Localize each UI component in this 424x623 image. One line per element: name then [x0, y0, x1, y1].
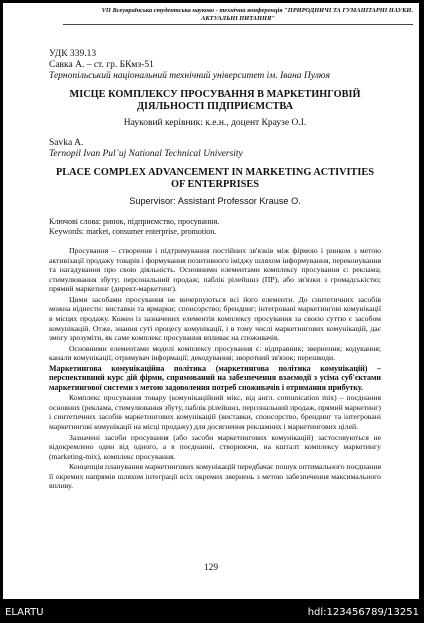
keywords-en: Keywords: market, consumer enterprise, promotion.	[49, 226, 217, 236]
handle-identifier: hdl:123456789/13251	[307, 607, 419, 618]
title-uk: МІСЦЕ КОМПЛЕКСУ ПРОСУВАННЯ В МАРКЕТИНГОВІЙ ДІЯЛЬНОСТІ ПІДПРИЄМСТВА	[69, 89, 361, 112]
keywords-uk: Ключові слова: ринок, підприємство, просування.	[49, 217, 220, 226]
supervisor-uk: Науковий керівник: к.е.н., доцент Краузе О.І.	[123, 118, 307, 128]
running-header	[63, 7, 413, 25]
affiliation-en: Ternopil Ivan Pul`uj National Technical University	[49, 149, 243, 159]
paragraph-5: Комплекс просування товару (комунікаційний мікс, від англ. comunication mix) – поєднання основних (реклама, стимулювання збуту, паблік рілейшнз, персональний продаж, прямий маркетинг) і синтетичних засобів маркетингових комунікацій (виставки, спонсорство, брендинг та інтегровані маркетингові комунікації на місці продажу) для досягнення рекламних і маркетингових цілей.	[49, 393, 381, 432]
paragraph-7: Концепція планування маркетингових комунікацій передбачає пошук оптимального поєднання її окремих напрямів шляхом інтеграції всіх окремих звернень з метою забезпечення максимального впливу.	[49, 462, 381, 491]
paragraph-1: Просування – створення і підтримування постійних зв'язків між фірмою і ринком з метою активізації продажу товарів і формування позитивного іміджу шляхом інформування, переконування та нагадування про свою діяльність. Основними елементами комплексу просування є: реклама; стимулювання збуту; персональний продаж; паблік рілейшнз (ПР), або зв'язки з громадськістю; прямий маркетинг (директ-маркетинг).	[49, 246, 381, 294]
paragraph-2: Цими засобами просування не вичерпуються всі його елементи. До синтетичних засобів можна віднести: виставки та ярмарки; спонсорство; брендинг; інтегровані маркетингові комунікації в місцях продажу. Кожен із зазначених елементів комплексу просування за своєю суттю є засобом комунікацій. Отже, знання суті процесу комунікації, і в тому числі маркетингових комунікацій, дає змогу зрозуміти, як саме комплекс просування впливає на споживачів.	[49, 294, 381, 343]
udc-code: УДК 339.13	[49, 49, 97, 59]
article-body	[49, 246, 381, 491]
paragraph-6: Зазначені засоби просування (або засоби маркетингових комунікацій) застосовуються не відокремлено один від одного, а в поєднанні, створюючи, на кшталт комплексу маркетингу (marketing-mix), комплекс просування.	[49, 432, 381, 461]
keywords-block	[49, 217, 381, 236]
page-number: 129	[203, 563, 219, 573]
conference-line-1: VII Всеукраїнська студентська науково - технічна конференція "ПРИРОДНИЧІ ТА ГУМАНІТАРНІ НАУКИ.	[101, 7, 413, 14]
author-uk: Савка А. – ст. гр. БКмз-51	[49, 60, 154, 70]
document-page	[3, 3, 419, 599]
paragraph-4-definition: Маркетингова комунікаційна політика (маркетингова політика комунікацій) – перспективний курс дій фірми, спрямований на забезпечення взаємодії з усіма суб'єктами маркетингової системи з метою задоволення потреб споживачів і отримання прибутку.	[49, 363, 381, 392]
article-content	[49, 49, 381, 492]
supervisor-en: Supervisor: Assistant Professor Krause O.	[129, 196, 301, 206]
affiliation-uk: Тернопільський національний технічний університет ім. Івана Пулюя	[49, 71, 330, 81]
author-en: Savka A.	[49, 138, 84, 148]
paragraph-3: Основними елементами моделі комплексу просування є: відправник; звернення; кодування; канали комунікації; отримувач інформації; декодування; зворотний зв'язок; перешкоди.	[49, 343, 381, 363]
viewer-footer	[0, 599, 424, 620]
title-en: PLACE COMPLEX ADVANCEMENT IN MARKETING ACTIVITIES OF ENTERPRISES	[55, 167, 374, 190]
conference-line-2: АКТУАЛЬНІ ПИТАННЯ"	[201, 15, 275, 22]
repository-name: ELARTU	[5, 607, 44, 618]
